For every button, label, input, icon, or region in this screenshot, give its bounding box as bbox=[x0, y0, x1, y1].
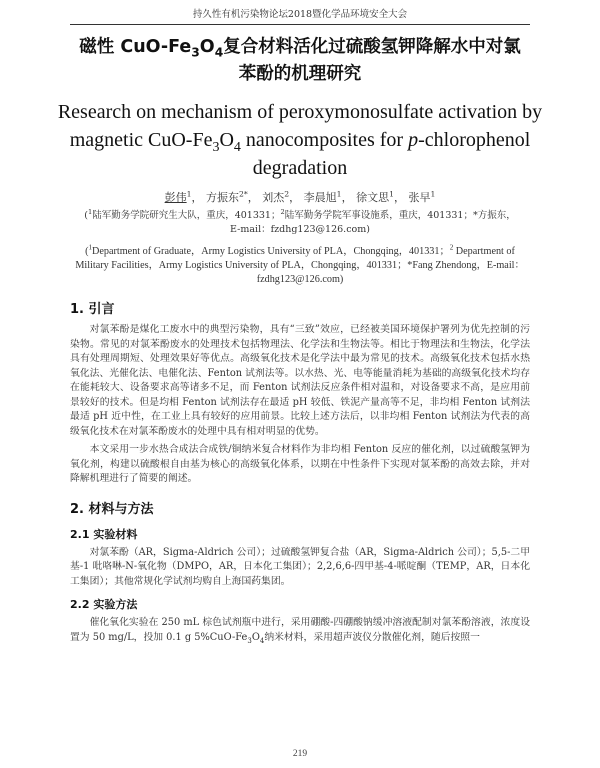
title-cn-subscript: 3 bbox=[191, 45, 200, 60]
author-name: 李晨旭 bbox=[303, 191, 337, 204]
affiliation-chinese bbox=[80, 209, 520, 237]
section-heading-introduction: 1. 引言 bbox=[70, 302, 115, 317]
aff-paren: ( bbox=[85, 246, 89, 257]
author-sep: ， bbox=[341, 191, 353, 204]
author-mark: 1 bbox=[186, 189, 192, 199]
author-sep: ， bbox=[247, 191, 259, 204]
title-english-line-3: degradation bbox=[252, 157, 348, 179]
author-name: 彭伟 bbox=[164, 191, 187, 204]
title-en-text: nanocomposites for bbox=[240, 129, 409, 151]
title-chinese-line-2: 苯酚的机理研究 bbox=[238, 64, 362, 84]
title-en-italic: p bbox=[408, 129, 419, 151]
author-name: 刘杰 bbox=[262, 191, 285, 204]
author-name: 张早 bbox=[408, 191, 431, 204]
author-list bbox=[70, 190, 530, 206]
author-name: 方振东 bbox=[206, 191, 240, 204]
author-mark: 2* bbox=[239, 189, 248, 199]
materials-paragraph: 对氯苯酚（AR，Sigma-Aldrich 公司）；过硫酸氢钾复合盐（AR，Sigma-Aldrich 公司）；5,5-二甲基-1 吡咯啉-N-氧化物（DMPO，AR，日本化工集团）；2,2,6,6-四甲基-4-哌啶酮（TEMP，AR，日本化工集团）；其他常规化学试剂均购自上海国药集团。 bbox=[70, 546, 530, 587]
methods-text: O bbox=[251, 631, 260, 643]
title-english-line-2 bbox=[56, 126, 544, 154]
title-en-subscript: 3 bbox=[212, 140, 220, 155]
title-cn-subscript: 4 bbox=[214, 45, 224, 60]
title-en-text: magnetic CuO-Fe bbox=[69, 129, 213, 151]
aff-text: Department of Graduate，Army Logistics University of PLA，Chongqing，401331； bbox=[92, 246, 450, 257]
methods-subscript: 3 bbox=[247, 636, 252, 645]
author-mark: 1 bbox=[389, 189, 394, 199]
author-sep: ， bbox=[393, 191, 405, 204]
title-english-line-1: Research on mechanism of peroxymonosulfate activation by bbox=[57, 101, 543, 123]
subsection-heading-methods: 2.2 实验方法 bbox=[70, 598, 138, 611]
aff-paren: ( bbox=[84, 210, 88, 221]
title-chinese-line-1 bbox=[58, 34, 542, 61]
title-en-text: O bbox=[219, 129, 234, 151]
author-mark: 2 bbox=[284, 189, 290, 199]
aff-mark: 1 bbox=[88, 243, 93, 252]
aff-text: 陆军勤务学院研究生大队，重庆，401331； bbox=[92, 210, 281, 221]
running-header: 持久性有机污染物论坛2018暨化学品环境安全大会 bbox=[70, 8, 530, 25]
intro-paragraph-1: 对氯苯酚是煤化工废水中的典型污染物，具有“三致”效应，已经被美国环境保护署列为优先控制的污染物。常见的对氯苯酚废水的处理技术包括物理法、化学法和生物法等。相比于物理法和生物法，化学法具有处理周期短、处理效果好等优点。高级氧化技术是化学法中最为常见的技术。高级氧化技术包括水热氧化法、光催化法、电催化法、Fenton 试剂法等。以水热、光、电等能量消耗为基础的高级氧化技术均存在能耗较大、设备要求高等诸多不足，而 Fenton 试剂法反应条件相对温和，对设备要求不高，是应用前景较好的技术。但是均相 Fenton 试剂法存在最适 pH 较低、铁泥产量高等不足，非均相 Fenton 试剂法最适 pH 近中性，在工业上具有较好的应用前景。比较上述方法后，以非均相 Fenton 试剂法为代表的高级氧化技术在对氯苯酚废水的处理中具有相对明显的优势。 bbox=[70, 324, 530, 437]
subsection-heading-materials: 2.1 实验材料 bbox=[70, 527, 138, 541]
methods-text: 催化氧化实验在 250 mL 棕色试剂瓶中进行，采用硼酸-四硼酸钠缓冲溶液配制对氯苯酚溶液，浓度设置为 50 mg/L，投加 0.1 g 5%CuO-Fe bbox=[70, 617, 530, 643]
title-cn-text: O bbox=[199, 37, 215, 57]
title-english bbox=[56, 98, 544, 182]
author-sep: ， bbox=[289, 191, 301, 204]
aff-mark: 2 bbox=[449, 243, 454, 252]
aff-text: 陆军勤务学院军事设施系，重庆，401331；*方振东，E-mail：fzdhg123@126.com) bbox=[230, 210, 516, 235]
methods-paragraph bbox=[70, 616, 530, 645]
title-chinese bbox=[58, 34, 542, 88]
aff-mark: 2 bbox=[280, 207, 285, 216]
page-number: 219 bbox=[0, 748, 600, 760]
intro-paragraph-2: 本文采用一步水热合成法合成铁/铜纳米复合材料作为非均相 Fenton 反应的催化剂，以过硫酸氢钾为氧化剂，构建以硫酸根自由基为核心的高级氧化体系，以期在中性条件下实现对氯苯酚的高效去除，并对降解机理进行了简要的阐述。 bbox=[70, 444, 530, 484]
author-sep: ， bbox=[191, 191, 203, 204]
title-cn-text: 复合材料活化过硫酸氢钾降解水中对氯 bbox=[223, 37, 521, 57]
title-cn-text: 磁性 CuO-Fe bbox=[79, 37, 192, 57]
affiliation-english bbox=[72, 245, 528, 287]
aff-mark: 1 bbox=[87, 207, 93, 216]
author-name: 徐文思 bbox=[356, 191, 390, 204]
author-mark: 1 bbox=[430, 189, 436, 199]
title-en-subscript: 4 bbox=[233, 140, 241, 155]
author-mark: 1 bbox=[336, 189, 342, 199]
title-en-text: -chlorophenol bbox=[418, 129, 531, 151]
section-heading-materials-methods: 2. 材料与方法 bbox=[70, 501, 154, 517]
methods-subscript: 4 bbox=[259, 636, 265, 645]
methods-text: 纳米材料，采用超声波仪分散催化剂，随后按照一 bbox=[264, 631, 480, 643]
aff-text: Department of Military Facilities，Army Logistics University of PLA，Chongqing，401331；*Fang Zhendong，E-mail：fzdhg123@126.com) bbox=[75, 246, 525, 285]
